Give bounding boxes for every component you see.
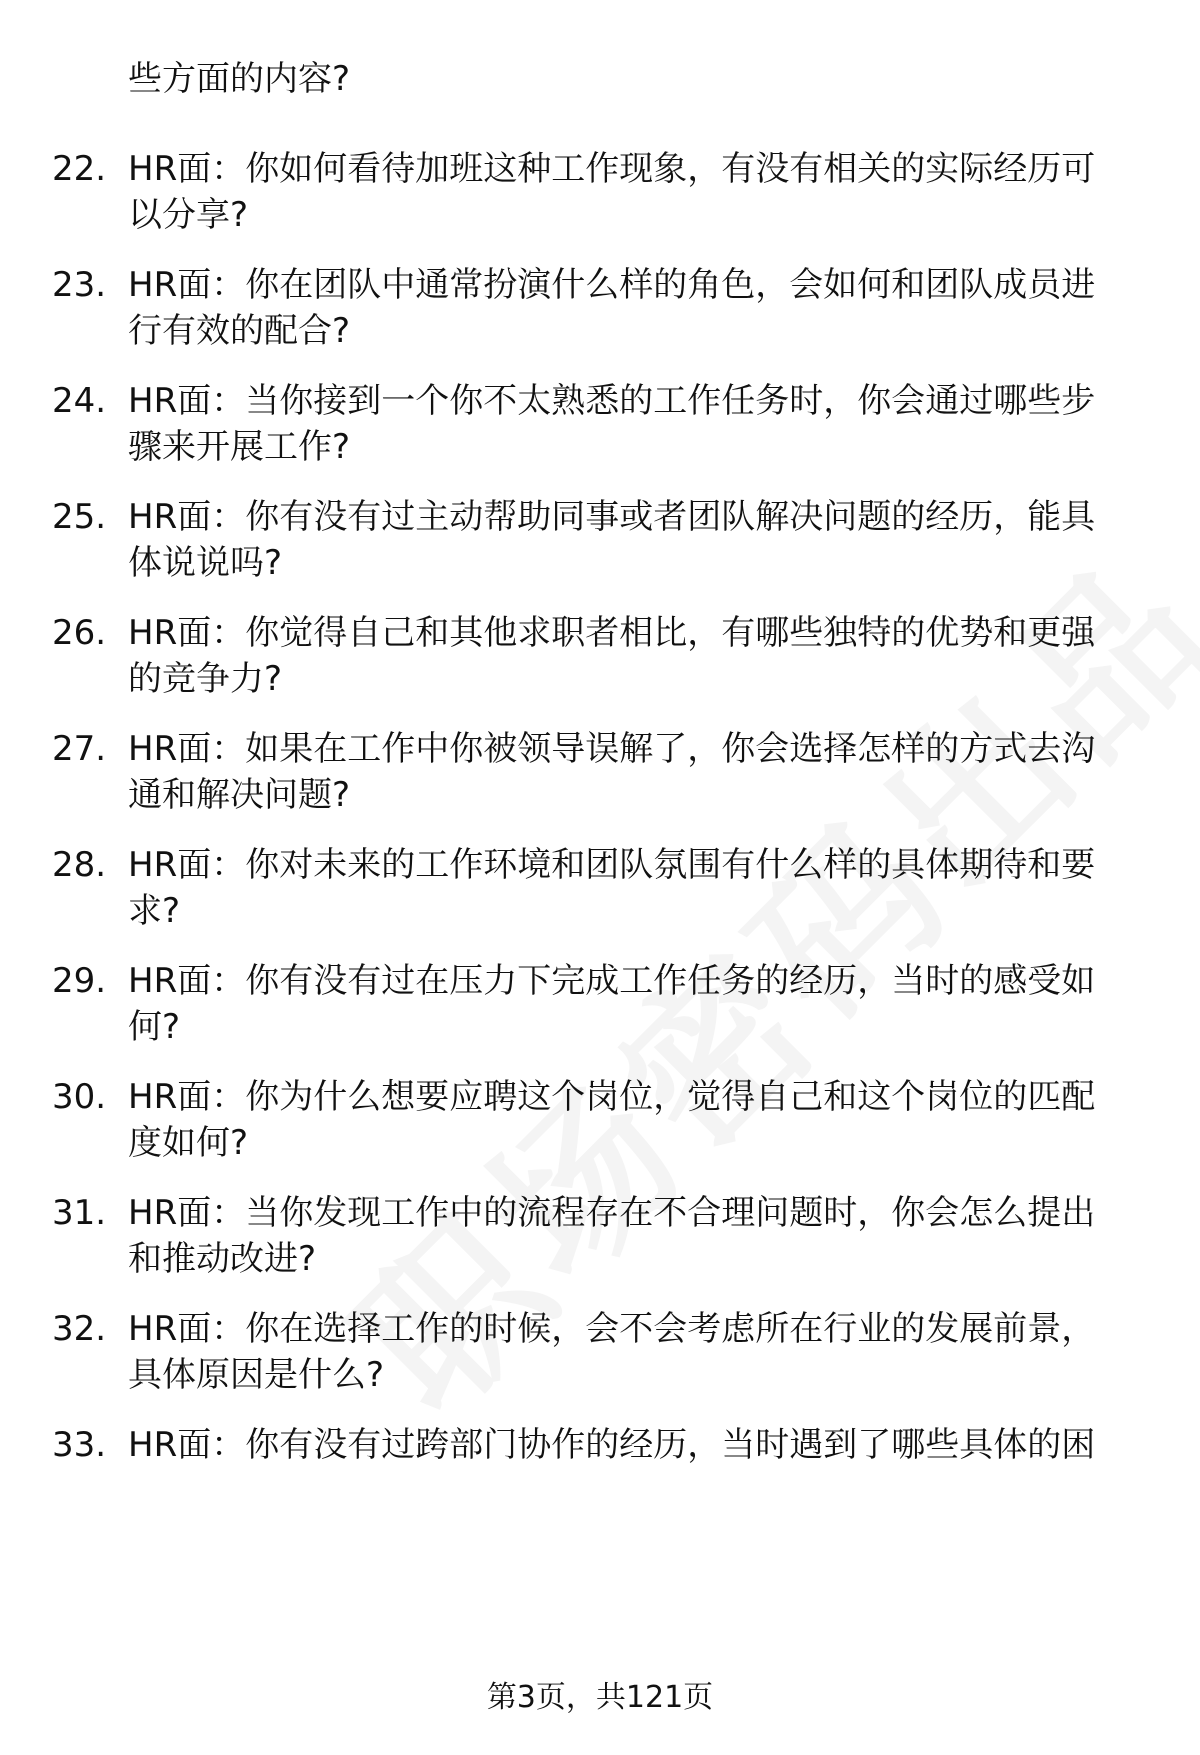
item-number: 28. [52, 845, 107, 885]
item-number: 26. [52, 613, 107, 653]
item-text-line1: HR面：你对未来的工作环境和团队氛围有什么样的具体期待和要 [128, 845, 1096, 885]
item-number: 25. [52, 497, 107, 537]
item-number: 22. [52, 149, 107, 189]
item-text-line1: HR面：当你接到一个你不太熟悉的工作任务时，你会通过哪些步 [128, 381, 1096, 421]
item-text-line1: HR面：你有没有过主动帮助同事或者团队解决问题的经历，能具 [128, 497, 1096, 537]
item-text-line1: HR面：当你发现工作中的流程存在不合理问题时，你会怎么提出 [128, 1193, 1096, 1233]
continuation-text: 些方面的内容? [128, 59, 351, 99]
item-text-line2: 的竞争力? [128, 659, 283, 699]
item-text-line1: HR面：你如何看待加班这种工作现象，有没有相关的实际经历可 [128, 149, 1096, 189]
item-text-line1: HR面：你有没有过在压力下完成工作任务的经历，当时的感受如 [128, 961, 1096, 1001]
item-text-line2: 体说说吗? [128, 543, 283, 583]
item-number: 31. [52, 1193, 107, 1233]
item-text-line1: HR面：你觉得自己和其他求职者相比，有哪些独特的优势和更强 [128, 613, 1096, 653]
item-text-line2: 度如何? [128, 1123, 249, 1163]
item-text-line2: 骤来开展工作? [128, 427, 351, 467]
item-number: 30. [52, 1077, 107, 1117]
item-text-line1: HR面：你有没有过跨部门协作的经历，当时遇到了哪些具体的困 [128, 1425, 1096, 1465]
item-text-line1: HR面：你在团队中通常扮演什么样的角色，会如何和团队成员进 [128, 265, 1096, 305]
item-text-line2: 通和解决问题? [128, 775, 351, 815]
item-text-line2: 求? [128, 891, 181, 931]
item-number: 24. [52, 381, 107, 421]
item-text-line2: 以分享? [128, 195, 249, 235]
item-number: 33. [52, 1425, 107, 1465]
item-number: 32. [52, 1309, 107, 1349]
item-number: 23. [52, 265, 107, 305]
item-number: 27. [52, 729, 107, 769]
item-text-line1: HR面：你在选择工作的时候，会不会考虑所在行业的发展前景， [128, 1309, 1096, 1349]
item-number: 29. [52, 961, 107, 1001]
page-footer: 第3页，共121页 [486, 1680, 714, 1715]
item-text-line2: 行有效的配合? [128, 311, 351, 351]
item-text-line1: HR面：你为什么想要应聘这个岗位，觉得自己和这个岗位的匹配 [128, 1077, 1096, 1117]
item-text-line2: 具体原因是什么? [128, 1355, 385, 1395]
item-text-line1: HR面：如果在工作中你被领导误解了，你会选择怎样的方式去沟 [128, 729, 1096, 769]
item-text-line2: 何? [128, 1007, 181, 1047]
item-text-line2: 和推动改进? [128, 1239, 317, 1279]
